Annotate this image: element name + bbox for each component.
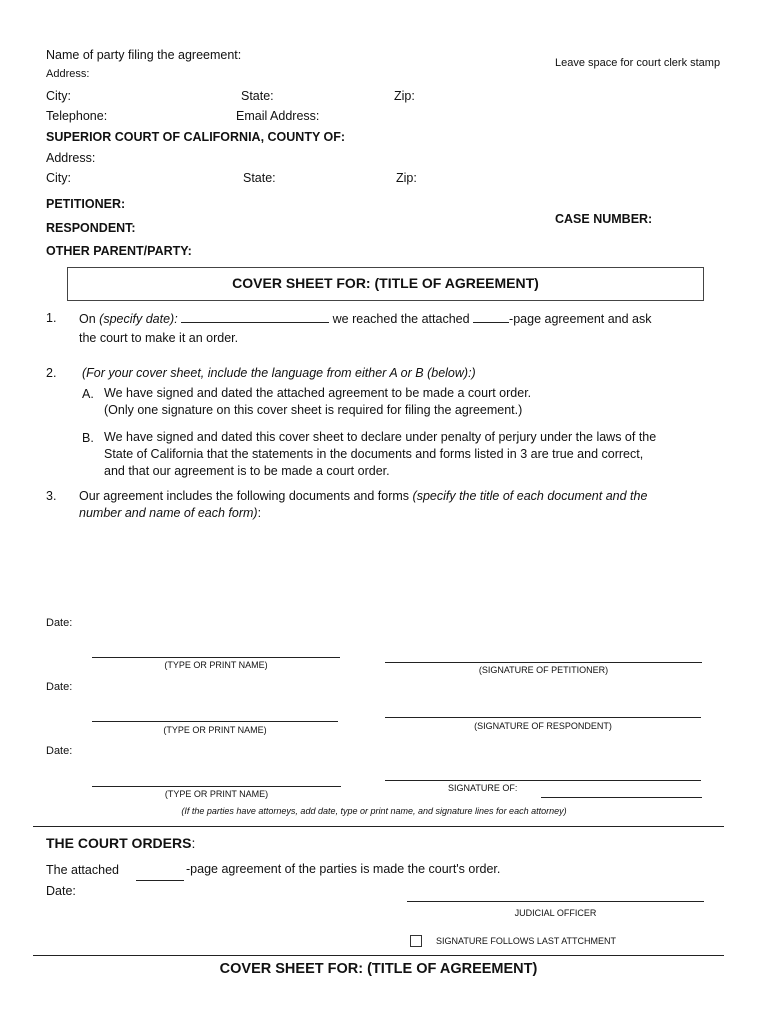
agreement-date-field[interactable] [181,322,329,323]
option-b-line-1: We have signed and dated this cover sheet to declare under penalty of perjury under the laws of the [104,430,657,444]
attorney-note: (If the parties have attorneys, add date, type or print name, and signature lines for each attorney) [181,806,567,816]
respondent-signature-caption: (SIGNATURE OF RESPONDENT) [474,721,612,731]
petitioner-signature-line[interactable] [385,662,702,663]
filer-city-label: City: [46,89,71,103]
footer-divider [33,955,724,956]
item-2-intro: (For your cover sheet, include the language from either A or B (below):) [82,366,476,380]
signature-follows-label: SIGNATURE FOLLOWS LAST ATTCHMENT [436,936,617,946]
court-zip-label: Zip: [396,171,417,185]
print-name-line-3[interactable] [92,786,341,787]
court-orders-date-label: Date: [46,884,76,898]
footer-title: COVER SHEET FOR: (TITLE OF AGREEMENT) [219,961,538,977]
item-1-line-2: the court to make it an order. [79,331,239,345]
other-party-label: OTHER PARENT/PARTY: [46,244,192,258]
court-state-label: State: [243,171,276,185]
filer-email-label: Email Address: [236,109,320,123]
party-filing-label: Name of party filing the agreement: [46,48,242,62]
court-page-count-field[interactable] [136,880,184,881]
signature-follows-checkbox[interactable] [410,935,422,947]
filer-telephone-label: Telephone: [46,109,108,123]
court-city-label: City: [46,171,71,185]
item-3-text: Our agreement includes the following documents and forms [79,489,410,503]
option-b-line-2: State of California that the statements in the documents and forms listed in 3 are true and correct, [104,447,644,461]
option-a-line-2: (Only one signature on this cover sheet is required for filing the agreement.) [104,403,523,417]
case-number-label: CASE NUMBER: [555,212,653,226]
court-orders-page-agreement: -page agreement of the parties is made the court's order. [186,862,501,876]
date-label-3: Date: [46,745,73,757]
judicial-officer-signature-line[interactable] [407,901,704,902]
print-name-line-2[interactable] [92,721,338,722]
item-3-number: 3. [46,489,57,503]
respondent-signature-line[interactable] [385,717,701,718]
item-3-line-2 [79,506,261,520]
filer-zip-label: Zip: [394,89,415,103]
filer-state-label: State: [241,89,274,103]
court-title: SUPERIOR COURT OF CALIFORNIA, COUNTY OF: [46,130,346,144]
signature-of-name-line[interactable] [541,797,702,798]
date-label-2: Date: [46,681,73,693]
page-count-field[interactable] [473,322,509,323]
print-name-line-1[interactable] [92,657,340,658]
court-address-label: Address: [46,151,96,165]
section-divider [33,826,724,827]
petitioner-signature-caption: (SIGNATURE OF PETITIONER) [478,665,609,675]
option-a-label: A. [82,387,94,401]
documents-list-area[interactable] [79,525,704,610]
court-orders-heading [46,835,195,851]
item-2-number: 2. [46,366,57,380]
item-1-reached: we reached the attached [332,312,470,326]
filer-address-label: Address: [46,68,90,80]
print-name-caption-3: (TYPE OR PRINT NAME) [164,789,269,799]
court-orders-attached: The attached [46,863,119,877]
print-name-caption-2: (TYPE OR PRINT NAME) [163,725,267,735]
print-name-caption-1: (TYPE OR PRINT NAME) [164,660,268,670]
judicial-officer-caption: JUDICIAL OFFICER [514,908,597,918]
date-label-1: Date: [46,617,73,629]
item-1-number: 1. [46,311,57,325]
item-1-specify-date: (specify date): [99,312,178,326]
petitioner-label: PETITIONER: [46,197,126,211]
option-b-label: B. [82,431,94,445]
signature-of-caption: SIGNATURE OF: [448,783,518,793]
item-1-page-agreement: -page agreement and ask [509,312,652,326]
item-3-colon: : [257,506,262,520]
other-signature-line[interactable] [385,780,701,781]
clerk-stamp-note: Leave space for court clerk stamp [555,57,721,69]
item-3-italic-2: number and name of each form) [79,506,258,520]
item-1-on: On [79,312,96,326]
item-3-italic-1: (specify the title of each document and the [412,489,648,503]
option-a-line-1: We have signed and dated the attached agreement to be made a court order. [104,386,532,400]
item-3-line-1 [79,489,647,503]
court-orders-colon: : [191,835,196,851]
item-1-line-1 [79,312,652,326]
respondent-label: RESPONDENT: [46,221,136,235]
court-orders-title: THE COURT ORDERS [46,835,192,851]
form-title: COVER SHEET FOR: (TITLE OF AGREEMENT) [232,275,539,291]
option-b-line-3: and that our agreement is to be made a court order. [104,464,390,478]
